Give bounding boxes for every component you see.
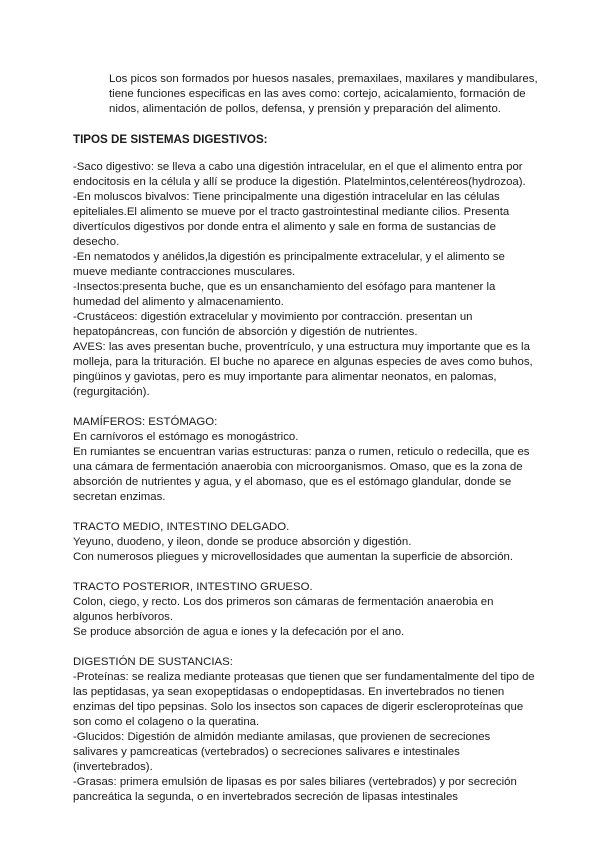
section-title-tracto-posterior: TRACTO POSTERIOR, INTESTINO GRUESO.: [73, 581, 313, 593]
section-tracto-posterior: [73, 580, 535, 640]
paragraph-colon: Colon, ciego, y recto. Los dos primeros son cámaras de fermentación anaerobia en algunos herbívoros.: [73, 596, 494, 623]
paragraph-absorcion-agua: Se produce absorción de agua e iones y la defecación por el ano.: [73, 626, 405, 638]
section-mamiferos: [73, 415, 535, 505]
paragraph-insectos: -Insectos:presenta buche, que es un ensanchamiento del esófago para mantener la humedad del alimento y almacenamiento.: [73, 281, 496, 308]
paragraph-pliegues: Con numerosos pliegues y microvellosidades que aumentan la superficie de absorción.: [73, 551, 514, 563]
section-tipos: [73, 160, 535, 400]
paragraph-moluscos: -En moluscos bivalvos: Tiene principalmente una digestión intracelular en las células epiteliales.El alimento se mueve por el tracto gastrointestinal mediante cilios. Presenta divertículos digestivos por donde entra el alimento y sale en forma de sustancias de desecho.: [73, 191, 510, 248]
paragraph-crustaceos: -Crustáceos: digestión extracelular y movimiento por contracción. presentan un hepatopáncreas, con función de absorción y digestión de nutrientes.: [73, 311, 473, 338]
section-tracto-medio: [73, 520, 535, 565]
paragraph-yeyuno: Yeyuno, duodeno, y ileon, donde se produce absorción y digestión.: [73, 536, 412, 548]
paragraph-saco-digestivo: -Saco digestivo: se lleva a cabo una digestión intracelular, en el que el alimento entra por endocitosis en la célula y allí se produce la digestión. Platelmintos,celentéreos(hydrozoa).: [73, 161, 526, 188]
section-digestion: [73, 655, 535, 805]
section-title-tracto-medio: TRACTO MEDIO, INTESTINO DELGADO.: [73, 521, 290, 533]
paragraph-nematodos: -En nematodos y anélidos,la digestión es principalmente extracelular, y el alimento se mueve mediante contracciones musculares.: [73, 251, 505, 278]
intro-paragraph: Los picos son formados por huesos nasales, premaxilaes, maxilares y mandibulares, tiene funciones especificas en las aves como: cortejo, acicalamiento, formación de nidos, alimentación de pollos, defensa, y prensión y preparación del alimento.: [109, 73, 538, 115]
document-body: [73, 132, 535, 820]
paragraph-grasas: -Grasas: primera emulsión de lipasas es por sales biliares (vertebrados) y por secreción pancreática la segunda, o en invertebrados secreción de lipasas intestinales: [73, 776, 517, 803]
section-title-mamiferos: MAMÍFEROS: ESTÓMAGO:: [73, 416, 218, 428]
section-title-digestion: DIGESTIÓN DE SUSTANCIAS:: [73, 656, 233, 668]
section-title-tipos: TIPOS DE SISTEMAS DIGESTIVOS:: [73, 133, 268, 146]
paragraph-carnivoros: En carnívoros el estómago es monogástrico.: [73, 431, 299, 443]
paragraph-proteinas: -Proteínas: se realiza mediante proteasas que tienen que ser fundamentalmente del tipo de las peptidasas, ya sean exopeptidasas o endopeptidasas. En invertebrados no tienen enzimas del tipo pepsinas. Solo los insectos son capaces de digerir escleroproteínas que son como el colageno o la queratina.: [73, 671, 535, 728]
paragraph-glucidos: -Glucidos: Digestión de almidón mediante amilasas, que provienen de secreciones salivares y pamcreaticas (vertebrados) o secreciones salivares e intestinales (invertebrados).: [73, 731, 491, 773]
paragraph-aves: AVES: las aves presentan buche, proventrículo, y una estructura muy importante que es la molleja, para la trituración. El buche no aparece en algunas especies de aves como buhos, pingüinos y gaviotas, pero es muy importante para alimentar neonatos, en palomas, (regurgitación).: [73, 341, 533, 398]
paragraph-rumiantes: En rumiantes se encuentran varias estructuras: panza o rumen, reticulo o redecilla, que es una cámara de fermentación anaerobia con microorganismos. Omaso, que es la zona de absorción de nutrientes y agua, y el abomaso, que es el estómago glandular, donde se secretan enzimas.: [73, 446, 530, 503]
